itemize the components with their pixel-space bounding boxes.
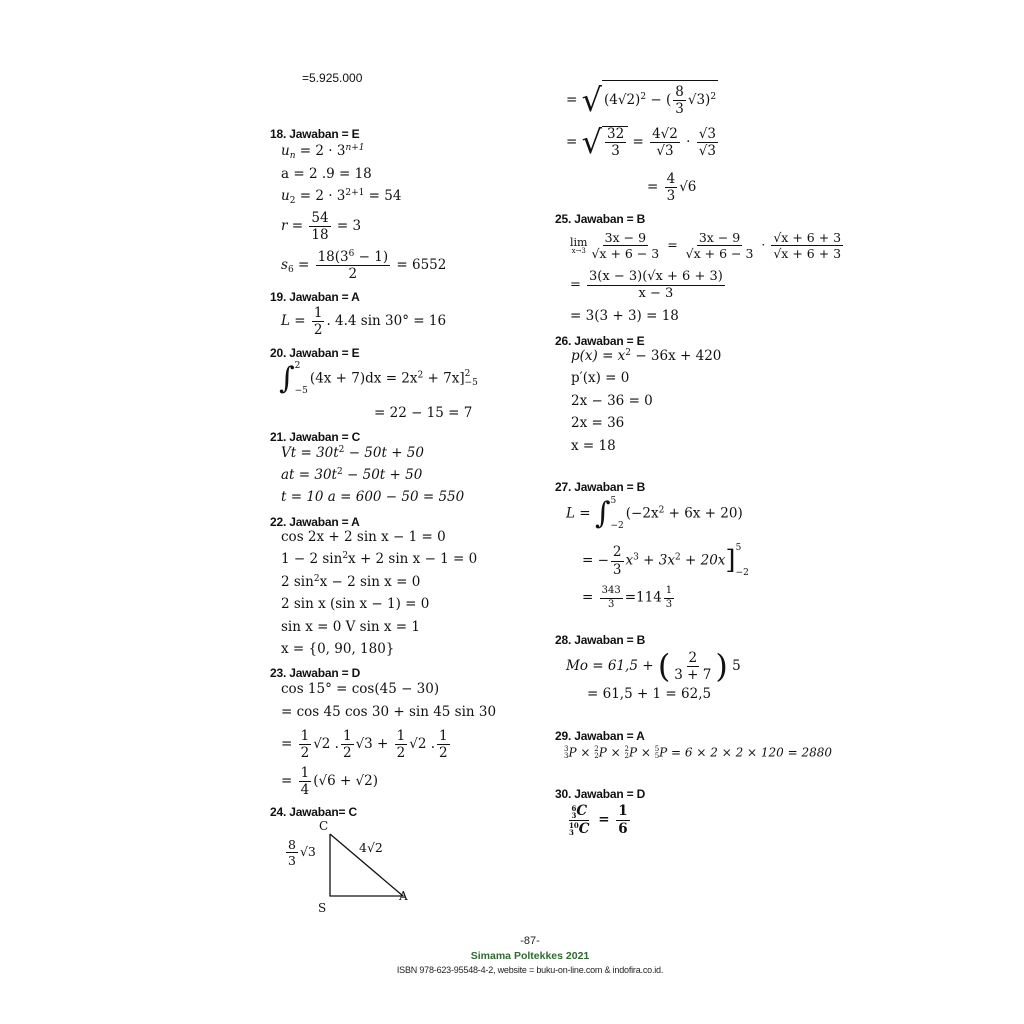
q26-line5: x = 18 (571, 438, 616, 454)
side-left-label: $\frac{8}{3}$ √3 (288, 837, 316, 869)
q20-line1: ∫ 2 −5 $(4x + 7)dx = 2x^2 + 7x$] 2 −5 (279, 361, 478, 396)
label-a: A (399, 889, 408, 903)
q18-line1: $u_n = 2 \cdot 3^{n+1}$ (281, 143, 365, 161)
q22-line5: sin x = 0 V sin x = 1 (281, 619, 420, 635)
q18-line5: $s_6$ = $\frac{18(3^6 - 1)}{2}$ = 6552 (281, 249, 447, 283)
q28-header: 28. Jawaban = B (555, 633, 646, 647)
q29-header: 29. Jawaban = A (555, 729, 645, 743)
q25-line1: lim x→3 $\frac{3x - 9}{√x + 6 - 3}$ = $\frac{3x - 9}{√x + 6 - 3}$ · $\frac{√x + 6 + 3}{√x + 6 + 3}$ (570, 230, 842, 262)
q21-header: 21. Jawaban = C (270, 430, 361, 444)
page-number: -87- (520, 935, 540, 947)
label-s: S (318, 901, 327, 915)
q19-header: 19. Jawaban = A (270, 290, 360, 304)
q26-line3: 2x − 36 = 0 (571, 393, 653, 409)
q26-line2: p′(x) = 0 (571, 370, 630, 386)
q20-header: 20. Jawaban = E (270, 346, 360, 360)
q23-line2: = cos 45 cos 30 + sin 45 sin 30 (281, 704, 497, 720)
q27-header: 27. Jawaban = B (555, 480, 646, 494)
q23-line1: cos 15° = cos(45 − 30) (281, 681, 440, 697)
q18-line4: r = $\frac{54}{18}$ = 3 (281, 210, 362, 244)
q30-header: 30. Jawaban = D (555, 787, 646, 801)
q22-line6: x = {0, 90, 180} (281, 641, 395, 657)
q23-line3: = $\frac{1}{2}$ √2 . $\frac{1}{2}$ √3 + $\frac{1}{2}$ √2 . $\frac{1}{2}$ (281, 728, 448, 762)
q27-line1: L = ∫ 5 −2 $(-2x^2 + 6x + 20)$ (566, 496, 743, 531)
q22-line3: 2 $\sin^2x - 2$ sin x = 0 (281, 574, 421, 590)
q23-line4: = $\frac{1}{4}$ (√6 + √2) (281, 765, 379, 799)
q24-cont-line1: = √ $(4√2)^2$ − ( $\frac{8}{3}$ √3)$^2$ (566, 80, 717, 119)
q23-header: 23. Jawaban = D (270, 666, 361, 680)
q18-line2: a = 2 .9 = 18 (281, 166, 372, 182)
q24-cont-line3: = $\frac{4}{3}$ √6 (647, 171, 697, 205)
q22-line1: cos 2x + 2 sin x − 1 = 0 (281, 529, 446, 545)
q20-line2: = 22 − 15 = 7 (374, 405, 473, 421)
q25-header: 25. Jawaban = B (555, 212, 646, 226)
q26-header: 26. Jawaban = E (555, 334, 645, 348)
q26-line1: $p(x) = x^2 - 36x + 420$ (571, 348, 722, 364)
q25-line3: = 3(3 + 3) = 18 (570, 308, 679, 324)
side-hyp-label: 4√2 (359, 840, 383, 855)
q28-line2: = 61,5 + 1 = 62,5 (587, 686, 712, 702)
q18-line3: $u_2 = 2 \cdot 3^{2+1} = 54$ (281, 188, 402, 206)
top-value: =5.925.000 (302, 71, 363, 85)
q19-line1: L = $\frac{1}{2}$ . 4.4 sin 30° = 16 (281, 305, 447, 339)
q27-line2: = − $\frac{2}{3}$ $x^3 + 3x^2 + 20x$] 5 −2 (582, 543, 749, 578)
q18-header: 18. Jawaban = E (270, 127, 360, 141)
q29-line1: 3 3 P × 2 2 P × 2 2 P × 5 5 P = 6 × 2 × 2 × 120 = 2880 (564, 745, 833, 760)
q22-header: 22. Jawaban = A (270, 515, 360, 529)
footer-isbn: ISBN 978-623-95548-4-2, website = buku-on-line.com & indofira.co.id. (396, 965, 664, 975)
q28-line1: Mo = 61,5 + ( $\frac{2}{3 + 7}$ ) 5 (566, 646, 741, 685)
q26-line4: 2x = 36 (571, 415, 625, 431)
q21-line2: at = $30t^2 - 50t + 50$ (281, 467, 423, 483)
q27-line3: = $\frac{343}{3}$ =114 $\frac{1}{3}$ (582, 585, 673, 610)
q22-line2: 1 − 2 $\sin^2x + 2$ sin x − 1 = 0 (281, 551, 478, 567)
q21-line3: t = 10 a = 600 − 50 = 550 (281, 489, 465, 505)
q21-line1: $Vt = 30t^2 - 50t + 50$ (281, 445, 424, 461)
label-c: C (319, 819, 329, 833)
q24-cont-line2: = √ $\frac{32}{3}$ = $\frac{4√2}{√3}$ · $\frac{√3}{√3}$ (566, 122, 716, 161)
q24-header: 24. Jawaban= C (270, 805, 357, 819)
q25-line2: = $\frac{3(x - 3)(√x + 6 + 3)}{x - 3}$ (570, 269, 723, 301)
footer-title: Simama Poltekkes 2021 (470, 950, 590, 962)
q30-line1: 6 3 C 10 3 C = $\frac{1}{6}$ (569, 803, 628, 837)
q22-line4: 2 sin x (sin x − 1) = 0 (281, 596, 430, 612)
